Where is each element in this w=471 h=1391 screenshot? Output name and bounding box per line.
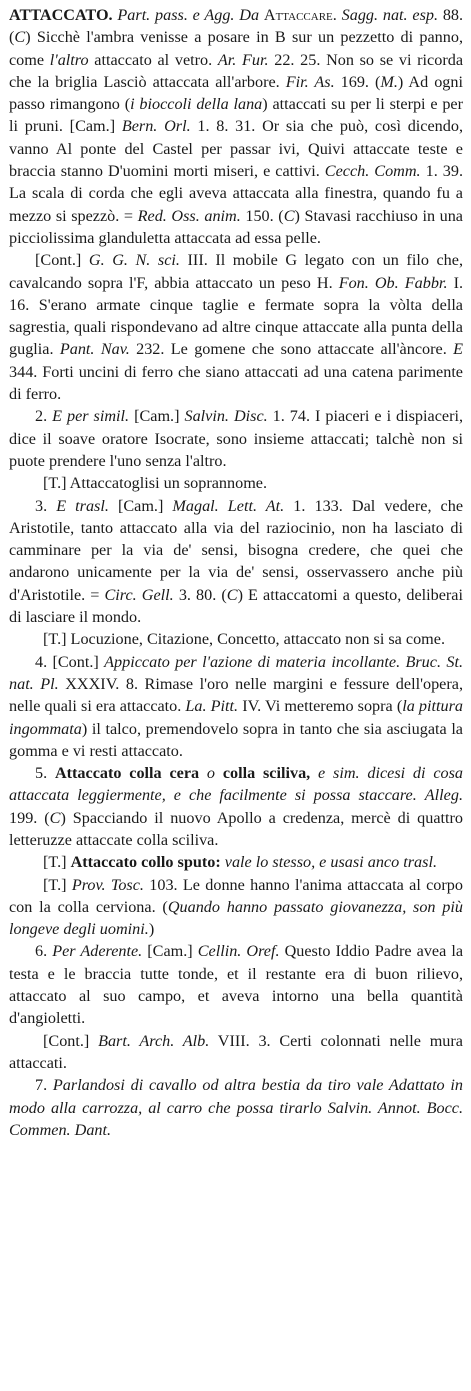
text-run: [T.] Attaccatoglisi un soprannome.	[43, 474, 268, 493]
italic-text: Ar. Fur.	[217, 50, 269, 69]
italic-text: Fir. As.	[285, 72, 335, 91]
text-run: 232. Le gomene che sono attaccate all'àncore.	[129, 340, 454, 359]
italic-text: Circ. Gell.	[104, 585, 174, 604]
text-run: VIII. 3. Certi colonnati nelle mura attaccati.	[9, 1031, 463, 1072]
text-run: III. Il mobile G legato con un filo che, cavalcando sopra l'F, abbia attaccato un peso H.	[9, 251, 463, 292]
italic-text: C	[283, 206, 295, 225]
italic-text: la pittura ingommata	[9, 697, 463, 738]
entry-paragraph-p6	[9, 628, 463, 650]
bold-term: ATTACCATO.	[9, 6, 113, 24]
text-run: 1. 8. 31. Or sia che può, così dicendo, vanno Al ponte del Castel per passar ivi, Quivi attaccate teste e braccia stanno D'uomini morti miseri, e cattivi.	[9, 117, 464, 181]
small-caps-text: Attaccare.	[263, 6, 337, 24]
text-run: 6.	[35, 942, 53, 961]
entry-paragraph-p10	[9, 874, 463, 941]
italic-text: Fon. Ob. Fabbr.	[338, 273, 448, 292]
italic-text: Bart. Arch. Alb.	[98, 1031, 210, 1050]
text-run: 103. Le donne hanno l'anima attaccata al corpo con la colla cerviona. (	[9, 875, 463, 916]
entry-paragraph-p13	[9, 1074, 463, 1141]
italic-text: C	[14, 28, 26, 47]
italic-text: Cecch. Comm.	[324, 162, 421, 181]
italic-text: E trasl.	[56, 496, 109, 515]
text-run: ) Stavasi racchiuso in una picciolissima glanduletta attaccata ad essa pelle.	[9, 206, 463, 247]
italic-text: C	[226, 585, 238, 604]
text-run: [T.]	[43, 853, 71, 872]
text-run: )	[148, 920, 155, 939]
entry-paragraph-p1	[9, 4, 463, 249]
text-run: ) Ad ogni passo rimangono (	[9, 72, 463, 114]
text-run: [T.]	[43, 875, 72, 894]
entry-paragraph-p4	[9, 472, 463, 494]
text-run: 5.	[35, 764, 55, 783]
italic-text: Cellin. Oref.	[197, 942, 280, 961]
text-run: 1. 133. Dal vedere, che Aristotile, tanto attaccato alla via del raziocinio, non ha lasciato di camminare per la via de' sensi, bisogna credere, che quei che andarono unicamente per la via de' sensi, osservassero anche più d'Aristotile. =	[9, 496, 464, 604]
italic-text: M.	[380, 72, 398, 91]
entry-paragraph-p2	[9, 249, 463, 405]
text-run: [Cont.]	[43, 1031, 99, 1050]
text-run: 3. 80. (	[173, 585, 227, 604]
italic-text: E per simil.	[52, 407, 130, 426]
entry-paragraph-p8	[9, 762, 463, 851]
italic-text: Red. Oss. anim.	[137, 206, 241, 225]
italic-text: Magal. Lett. At.	[172, 496, 285, 515]
italic-text: Quando hanno passato giovanezza, son più longeve degli uomini.	[9, 897, 463, 939]
text-run: attaccato al vetro.	[88, 50, 218, 69]
italic-text: Salvin. Disc.	[184, 407, 268, 426]
text-run: 4. [Cont.]	[35, 652, 105, 671]
italic-text: e sim. dicesi di cosa attaccata leggiermente, e che facilmente si possa staccare.	[9, 764, 464, 805]
text-run	[199, 764, 207, 782]
italic-text: Sagg. nat. esp.	[341, 6, 439, 24]
italic-text: Bern. Orl.	[121, 117, 191, 136]
text-run: 199. (	[9, 808, 50, 827]
text-run: 1. 74. I piaceri e i dispiaceri, dice il soave oratore Isocrate, sono insieme attaccati; talchè non si puote prendere l'uno senza l'altro.	[9, 407, 464, 470]
bold-term: Attaccato collo sputo:	[70, 853, 221, 872]
italic-text: Bruc. St. nat. Pl.	[9, 652, 463, 693]
italic-text: G. G. N. sci.	[88, 251, 180, 270]
text-run: ) E attaccatomi a questo, deliberai di lasciare il mondo.	[9, 585, 463, 627]
text-run: [Cam.]	[142, 942, 198, 961]
italic-text: i bioccoli della lana	[130, 95, 263, 114]
text-run: ) Sicchè l'ambra venisse a posare in B sur un pezzetto di panno, come	[9, 28, 463, 69]
text-run: 150. (	[240, 206, 284, 225]
italic-text: Appiccato per l'azione di materia incollante.	[104, 652, 401, 671]
entry-paragraph-p5	[9, 495, 463, 629]
text-run: [Cam.]	[129, 407, 185, 426]
text-run: 3.	[35, 496, 57, 515]
text-run: ) Spacciando il nuovo Apollo a credenza, mercè di quattro letteruzze attaccate colla sciliva.	[9, 808, 463, 849]
text-run: 88. (	[9, 6, 464, 47]
bold-term: Attaccato colla cera	[54, 764, 200, 783]
text-run: [T.] Locuzione, Citazione, Concetto, attaccato non si sa come.	[43, 630, 445, 649]
text-run: I. 16. S'erano armate cinque taglie e fermate sopra la vòlta della sagrestia, quali rispondevano ad altre cinque attaccate alla punta della guglia.	[9, 273, 463, 359]
text-run: [Cam.]	[108, 496, 173, 515]
italic-text: Prov. Tosc.	[71, 875, 144, 894]
text-run: Questo Iddio Padre avea la testa e le braccia tutte tonde, et il restante era di buon rilievo, attaccato al suo campo, et aveva intorno una bella quantità d'angioletti.	[9, 942, 464, 1028]
entry-paragraph-p3	[9, 405, 463, 472]
italic-text: Salvin. Annot. Bocc. Commen. Dant.	[9, 1098, 463, 1139]
entry-paragraph-p12	[9, 1030, 463, 1075]
italic-text: La. Pitt.	[185, 697, 239, 716]
text-run: ) attaccati su per li sterpi e per li pruni. [Cam.]	[9, 95, 463, 136]
text-run: 2.	[35, 407, 53, 426]
text-run: [Cont.]	[35, 251, 89, 270]
italic-text: E	[453, 340, 463, 359]
text-run: IV. Vi metteremo sopra (	[238, 697, 403, 716]
entry-paragraph-p9	[9, 851, 463, 873]
text-run	[215, 764, 223, 782]
italic-text: Part. pass. e Agg. Da	[117, 6, 260, 24]
text-run: 344. Forti uncini di ferro che siano attaccati ad una catena parimente di ferro.	[9, 362, 463, 404]
italic-text: Parlandosi di cavallo od altra bestia da tiro vale Adattato in modo alla carrozza, al carro che possa tirarlo	[9, 1076, 464, 1117]
bold-term: colla sciliva,	[222, 764, 311, 783]
italic-text: Per Aderente.	[52, 942, 143, 961]
entry-paragraph-p7	[9, 651, 463, 762]
text-run: 169. (	[334, 72, 381, 91]
text-run: ) il talco, premendovelo sopra in tanto che sia asciugata la gomma e vi resti attaccato.	[9, 719, 463, 760]
text-run	[310, 764, 318, 782]
dictionary-entry	[9, 4, 463, 1141]
italic-text: vale lo stesso, e usasi anco trasl.	[224, 853, 437, 872]
italic-text: o	[206, 764, 216, 783]
text-run: 22. 25. Non so se vi ricorda che la briglia Lasciò attaccata all'arbore.	[9, 50, 464, 91]
italic-text: C	[49, 808, 61, 827]
text-run: 7.	[35, 1076, 53, 1095]
italic-text: Alleg.	[424, 786, 463, 805]
entry-paragraph-p11	[9, 940, 463, 1029]
text-run: 1. 39. La scala di corda che egli aveva attaccata alla finestra, quando fu a mezzo si spezzò. =	[9, 162, 463, 225]
text-run: XXXIV. 8. Rimase l'oro nelle margini e fessure dell'opera, nelle quali si era attaccato.	[9, 674, 463, 716]
italic-text: l'altro	[49, 50, 89, 69]
text-run	[417, 786, 425, 804]
italic-text: Pant. Nav.	[59, 340, 130, 359]
